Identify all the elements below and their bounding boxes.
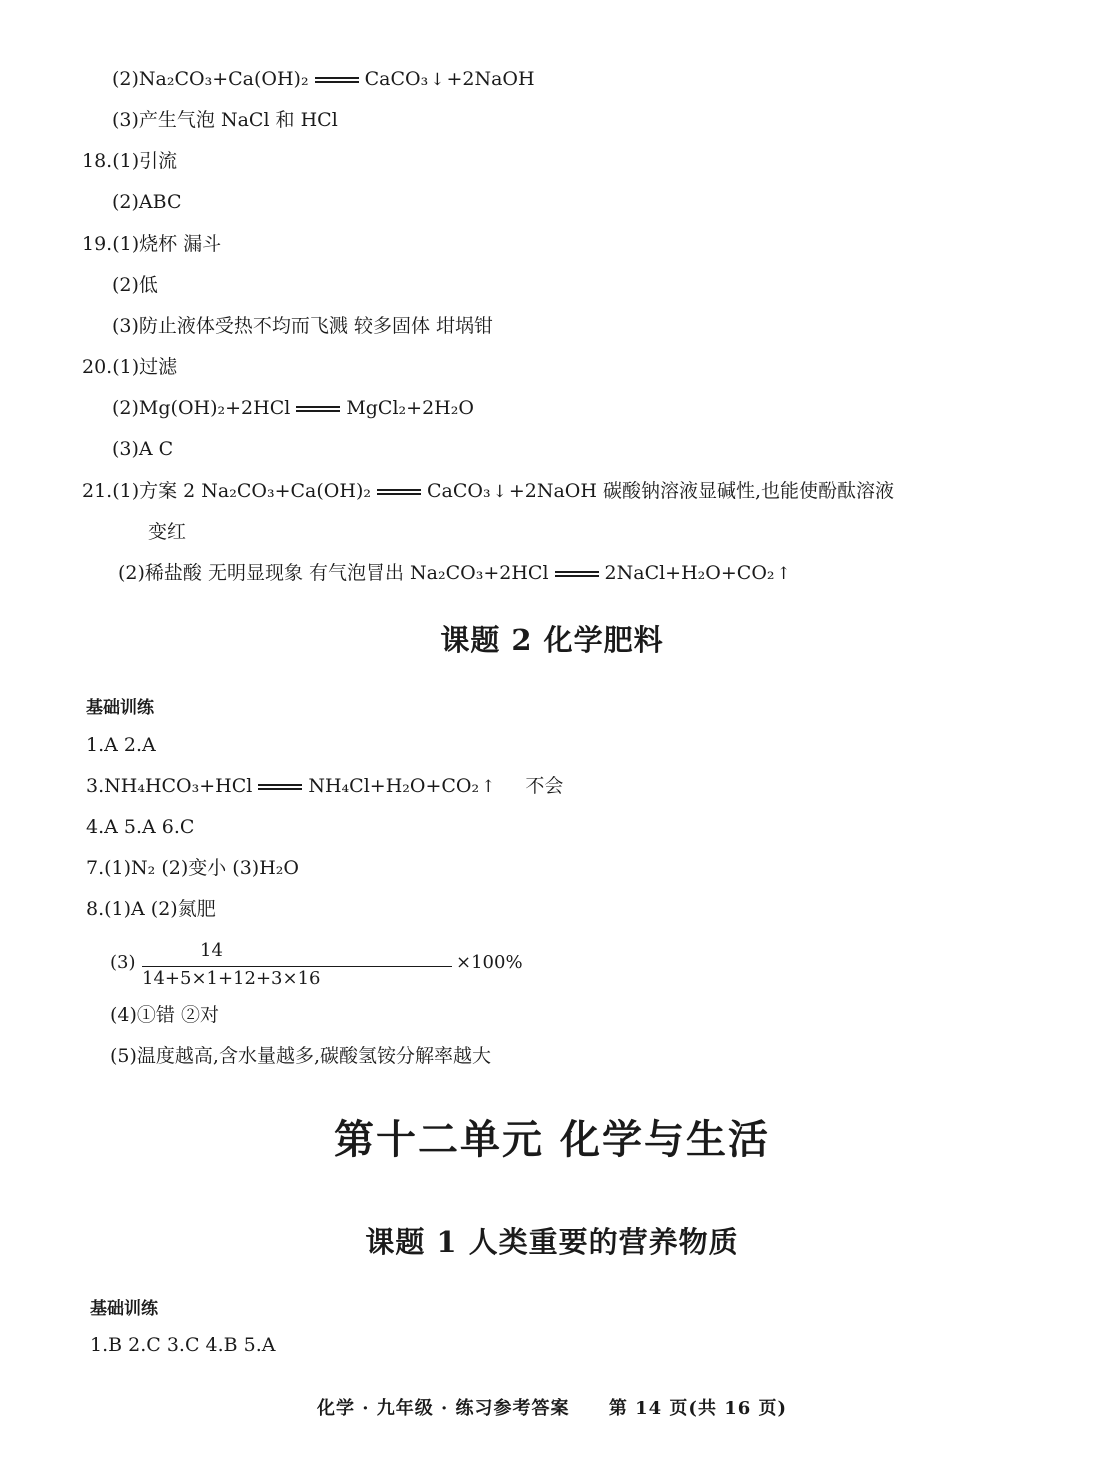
fraction-expression: (3) 14 14+5×1+12+3×16 ×100% <box>110 940 523 989</box>
answer-line: 8.(1)A (2)氮肥 <box>86 898 216 920</box>
answer-line: (3)防止液体受热不均而飞溅 较多固体 坩埚钳 <box>112 315 493 337</box>
fraction-bar <box>142 966 452 967</box>
footer-page-number: 第 14 页(共 16 页) <box>608 1398 788 1419</box>
fraction-numerator: 14 <box>200 940 223 961</box>
answer-line: (2)Na₂CO₃+Ca(OH)₂ CaCO₃ ↓ +2NaOH <box>112 66 535 93</box>
answer-line: (3)A C <box>112 438 174 460</box>
section-heading: 基础训练 <box>90 1299 158 1319</box>
arrow-up-icon: ↑ <box>776 564 791 584</box>
equals-sign <box>555 571 599 577</box>
lesson-title: 课题 1 人类重要的营养物质 <box>365 1225 739 1259</box>
unit-title: 第十二单元 化学与生活 <box>334 1116 770 1163</box>
answer-line: 1.B 2.C 3.C 4.B 5.A <box>90 1334 276 1356</box>
answer-line: (2)ABC <box>112 191 182 213</box>
answer-line: (4)①错 ②对 <box>110 1004 219 1026</box>
answer-line: 变红 <box>148 521 187 543</box>
arrow-down-icon: ↓ <box>492 482 507 502</box>
answer-line: 20.(1)过滤 <box>82 356 178 378</box>
answer-line: (5)温度越高,含水量越多,碳酸氢铵分解率越大 <box>110 1045 491 1067</box>
answer-line: 4.A 5.A 6.C <box>86 816 195 838</box>
equals-sign <box>315 77 359 83</box>
fraction-denominator: 14+5×1+12+3×16 <box>142 968 321 989</box>
answer-line: 3.NH₄HCO₃+HCl NH₄Cl+H₂O+CO₂ ↑ 不会 <box>86 773 563 800</box>
answer-line: 21.(1)方案 2 Na₂CO₃+Ca(OH)₂ CaCO₃ ↓ +2NaOH 碳酸钠溶液显碱性,也能使酚酞溶液 <box>82 478 894 505</box>
answer-line: (2)稀盐酸 无明显现象 有气泡冒出 Na₂CO₃+2HCl 2NaCl+H₂O+CO₂ ↑ <box>118 560 793 587</box>
answer-line: 1.A 2.A <box>86 734 156 756</box>
page-footer <box>0 1394 1104 1420</box>
footer-subject: 化学 · 九年级 · 练习参考答案 <box>316 1398 570 1419</box>
arrow-down-icon: ↓ <box>430 70 445 90</box>
answer-line: 7.(1)N₂ (2)变小 (3)H₂O <box>86 857 299 879</box>
answer-line: (2)低 <box>112 274 158 296</box>
equals-sign <box>258 784 302 790</box>
equals-sign <box>296 406 340 412</box>
answer-line: 18.(1)引流 <box>82 150 178 172</box>
answer-line: 19.(1)烧杯 漏斗 <box>82 233 222 255</box>
lesson-title: 课题 2 化学肥料 <box>440 623 664 657</box>
equals-sign <box>377 489 421 495</box>
answer-line: (3)产生气泡 NaCl 和 HCl <box>112 109 338 131</box>
arrow-up-icon: ↑ <box>481 777 496 797</box>
answer-line: (2)Mg(OH)₂+2HCl MgCl₂+2H₂O <box>112 397 474 419</box>
section-heading: 基础训练 <box>86 698 154 718</box>
